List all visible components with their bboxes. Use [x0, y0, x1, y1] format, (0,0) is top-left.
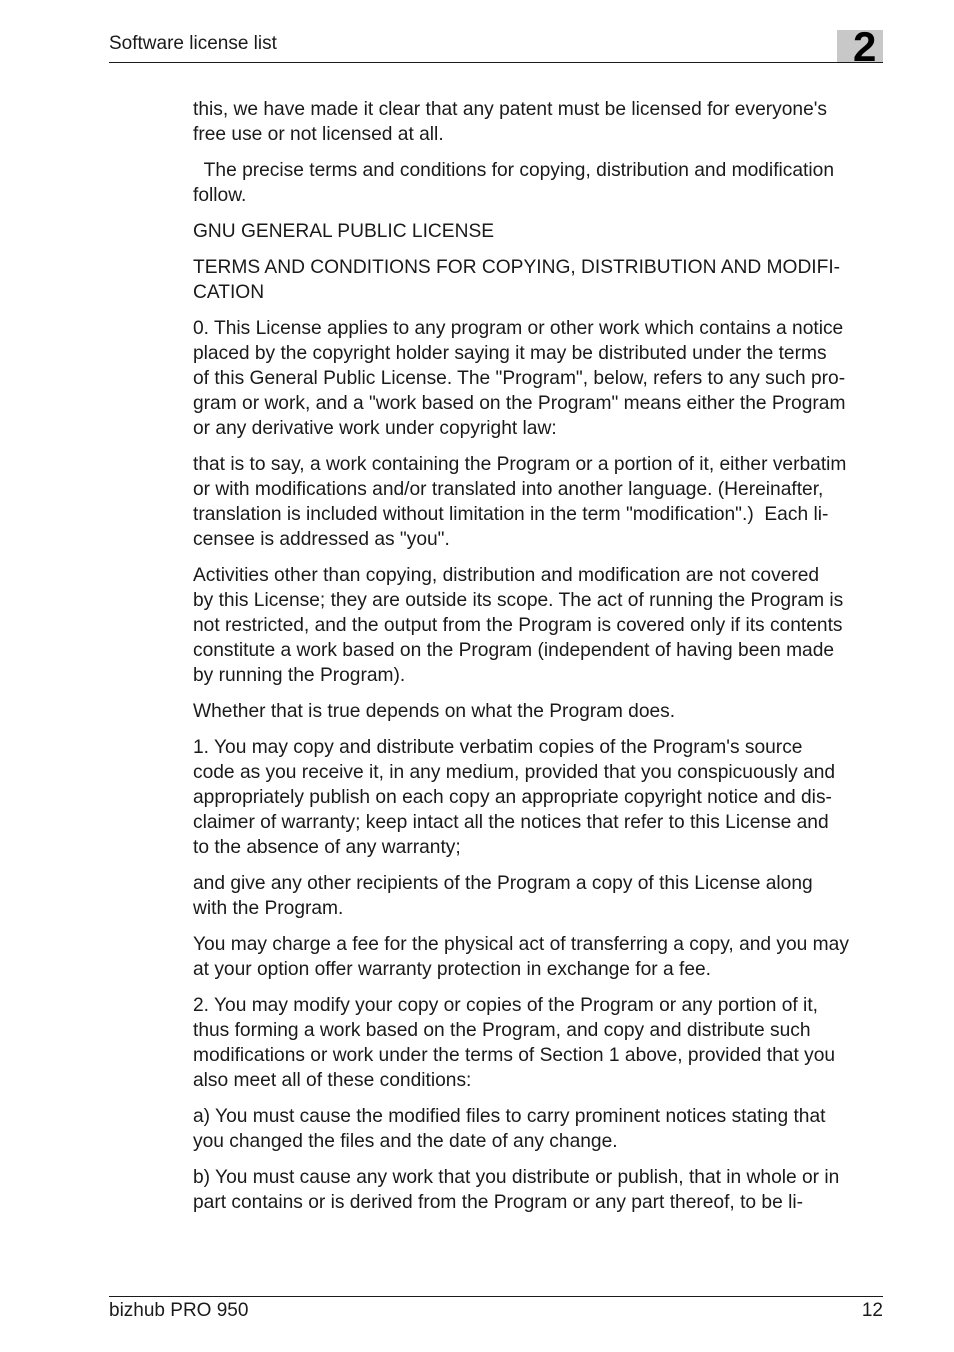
paragraph-condition-a: a) You must cause the modified files to carry prominent notices stating that you changed the files and the date of any change.: [193, 1106, 826, 1152]
paragraph-section-0-cont: that is to say, a work containing the Program or a portion of it, either verbatim or with modifications and/or translated into another language. (Hereinafter, translation is included without limitation in the term "modification".) Each li- censee is addressed as "you".: [193, 454, 847, 550]
paragraph-terms-follow: The precise terms and conditions for copying, distribution and modification follow.: [193, 160, 834, 206]
paragraph-section-2: 2. You may modify your copy or copies of the Program or any portion of it, thus forming a work based on the Program, and copy and distribute such modifications or work under the terms of Section 1 above, provided that you also meet all of these conditions:: [193, 995, 836, 1091]
footer-page-number: 12: [861, 1300, 883, 1321]
paragraph-activities: Activities other than copying, distribution and modification are not covered by this License; they are outside its scope. The act of running the Program is not restricted, and the output from the Program is covered only if its contents constitute a work based on the Program (independent of having been made by running the Program).: [193, 565, 844, 686]
paragraph-fee: You may charge a fee for the physical act of transferring a copy, and you may at your option offer warranty protection in exchange for a fee.: [193, 934, 849, 980]
paragraph-patent-clause: this, we have made it clear that any patent must be licensed for everyone's free use or not licensed at all.: [193, 99, 827, 145]
paragraph-whether-true: Whether that is true depends on what the Program does.: [193, 701, 676, 722]
paragraph-section-0: 0. This License applies to any program or other work which contains a notice placed by the copyright holder saying it may be distributed under the terms of this General Public License. The "Program", below, refers to any such pro- gram or work, and a "work based on the Program" means either the Program or any derivative work under copyright law:: [193, 318, 846, 439]
paragraph-condition-b: b) You must cause any work that you distribute or publish, that in whole or in part contains or is derived from the Program or any part thereof, to be li-: [193, 1167, 840, 1213]
footer-divider: [109, 1296, 883, 1297]
terms-heading: TERMS AND CONDITIONS FOR COPYING, DISTRIBUTION AND MODIFI- CATION: [193, 257, 841, 303]
page-body: [193, 97, 883, 1226]
chapter-number: 2: [853, 23, 877, 70]
running-header-title: Software license list: [109, 33, 277, 54]
header-divider: [109, 62, 883, 63]
license-heading: GNU GENERAL PUBLIC LICENSE: [193, 221, 495, 242]
footer-product-name: bizhub PRO 950: [109, 1300, 249, 1321]
paragraph-section-1-cont: and give any other recipients of the Program a copy of this License along with the Program.: [193, 873, 813, 919]
paragraph-section-1: 1. You may copy and distribute verbatim copies of the Program's source code as you receive it, in any medium, provided that you conspicuously and appropriately publish on each copy an appropriate copyright notice and dis- claimer of warranty; keep intact all the notices that refer to this License and to the absence of any warranty;: [193, 737, 836, 858]
